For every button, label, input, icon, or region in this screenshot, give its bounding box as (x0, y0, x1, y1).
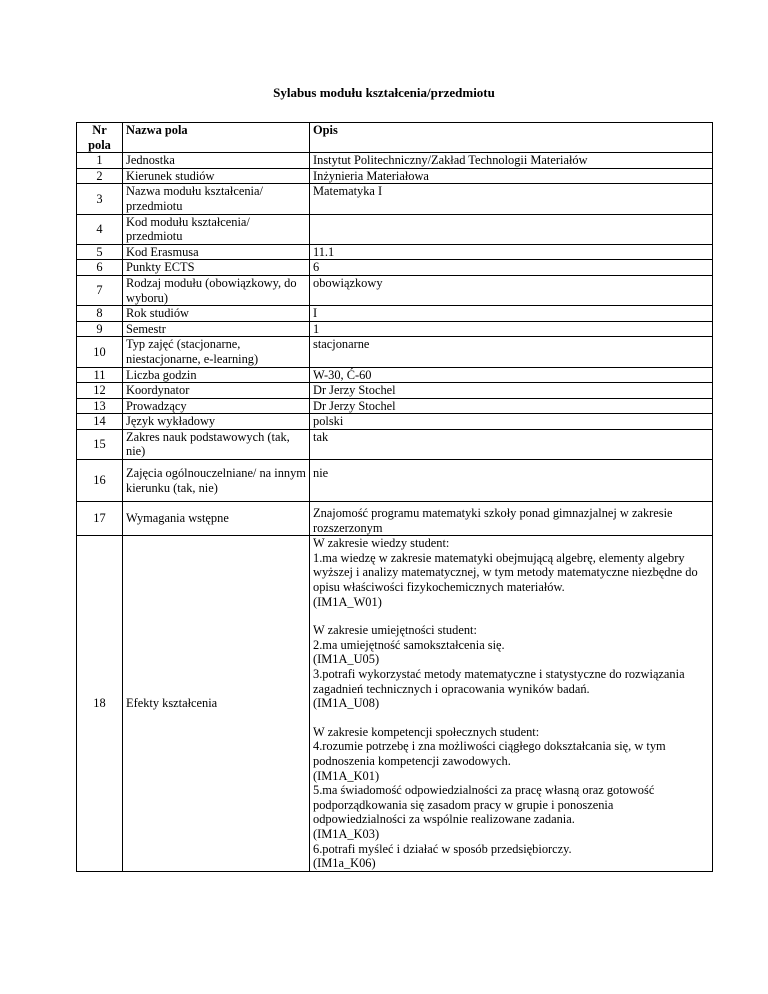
row-nr: 9 (77, 321, 123, 337)
table-row (77, 214, 713, 244)
table-row (77, 260, 713, 276)
row-desc: nie (310, 460, 713, 502)
row-desc: tak (310, 429, 713, 459)
table-row (77, 168, 713, 184)
row-name: Koordynator (123, 383, 310, 399)
row-name: Liczba godzin (123, 367, 310, 383)
row-desc: I (310, 306, 713, 322)
row-desc: W-30, Ć-60 (310, 367, 713, 383)
table-row (77, 337, 713, 367)
table-row (77, 306, 713, 322)
row-nr: 3 (77, 184, 123, 214)
table-row (77, 184, 713, 214)
table-row (77, 153, 713, 169)
row-nr: 1 (77, 153, 123, 169)
table-row (77, 414, 713, 430)
row-desc: obowiązkowy (310, 275, 713, 305)
row-desc: stacjonarne (310, 337, 713, 367)
row-desc: 1 (310, 321, 713, 337)
row-name: Kod modułu kształcenia/ przedmiotu (123, 214, 310, 244)
table-header-row (77, 123, 713, 153)
syllabus-table (76, 122, 713, 872)
row-nr: 18 (77, 536, 123, 871)
table-row (77, 398, 713, 414)
document-title: Sylabus modułu kształcenia/przedmiotu (273, 85, 495, 100)
row-nr: 4 (77, 214, 123, 244)
row-name: Kod Erasmusa (123, 244, 310, 260)
table-row (77, 460, 713, 502)
row-name: Zakres nauk podstawowych (tak, nie) (123, 429, 310, 459)
row-desc (310, 214, 713, 244)
row-nr: 14 (77, 414, 123, 430)
row-name: Wymagania wstępne (123, 502, 310, 536)
row-name: Rok studiów (123, 306, 310, 322)
row-nr: 10 (77, 337, 123, 367)
header-name: Nazwa pola (123, 123, 310, 153)
table-row (77, 429, 713, 459)
row-name: Jednostka (123, 153, 310, 169)
row-nr: 12 (77, 383, 123, 399)
row-desc: Instytut Politechniczny/Zakład Technologii Materiałów (310, 153, 713, 169)
row-desc (310, 536, 713, 871)
table-row (77, 383, 713, 399)
row-desc: Matematyka I (310, 184, 713, 214)
row-name: Kierunek studiów (123, 168, 310, 184)
header-desc: Opis (310, 123, 713, 153)
row-desc: Dr Jerzy Stochel (310, 398, 713, 414)
table-row (77, 367, 713, 383)
row-nr: 15 (77, 429, 123, 459)
row-nr: 8 (77, 306, 123, 322)
learning-outcomes-knowledge: W zakresie wiedzy student: 1.ma wiedzę w zakresie matematyki obejmującą algebrę, elementy algebry wyższej i analizy matematycznej, w tym metody matematyczne niezbędne do opisu właściwości fizykochemicznych materiałów. (IM1A_W01) (313, 536, 698, 609)
table-row (77, 321, 713, 337)
row-desc: Dr Jerzy Stochel (310, 383, 713, 399)
table-row (77, 244, 713, 260)
row-name: Rodzaj modułu (obowiązkowy, do wyboru) (123, 275, 310, 305)
row-desc: Inżynieria Materiałowa (310, 168, 713, 184)
row-name: Semestr (123, 321, 310, 337)
row-name: Typ zajęć (stacjonarne, niestacjonarne, e-learning) (123, 337, 310, 367)
row-name: Punkty ECTS (123, 260, 310, 276)
table-row (77, 502, 713, 536)
row-desc: 11.1 (310, 244, 713, 260)
row-name: Zajęcia ogólnouczelniane/ na innym kierunku (tak, nie) (123, 460, 310, 502)
learning-outcomes-social-competences: W zakresie kompetencji społecznych student: 4.rozumie potrzebę i zna możliwości ciągłego dokształcania się, w tym podnoszenia kompetencji zawodowych. (IM1A_K01) 5.ma świadomość odpowiedzialności za pracę własną oraz gotowość podporządkowania się zasadom pracy w grupie i ponoszenia odpowiedzialności za wspólnie realizowane zadania. (IM1A_K03) 6.potrafi myśleć i działać w sposób przedsiębiorczy. (IM1a_K06) (313, 724, 666, 871)
row-name: Prowadzący (123, 398, 310, 414)
row-nr: 2 (77, 168, 123, 184)
row-nr: 5 (77, 244, 123, 260)
row-desc: Znajomość programu matematyki szkoły ponad gimnazjalnej w zakresie rozszerzonym (310, 502, 713, 536)
header-nr: Nr pola (77, 123, 123, 153)
row-nr: 6 (77, 260, 123, 276)
row-nr: 13 (77, 398, 123, 414)
row-desc: 6 (310, 260, 713, 276)
row-name: Efekty kształcenia (123, 536, 310, 871)
row-nr: 11 (77, 367, 123, 383)
row-name: Nazwa modułu kształcenia/ przedmiotu (123, 184, 310, 214)
table-row (77, 536, 713, 871)
row-nr: 16 (77, 460, 123, 502)
table-row (77, 275, 713, 305)
row-name: Język wykładowy (123, 414, 310, 430)
row-nr: 17 (77, 502, 123, 536)
row-nr: 7 (77, 275, 123, 305)
row-desc: polski (310, 414, 713, 430)
learning-outcomes-skills: W zakresie umiejętności student: 2.ma umiejętność samokształcenia się. (IM1A_U05) 3.potrafi wykorzystać metody matematyczne i statystyczne do rozwiązania zagadnień technicznych i opracowania wyników badań. (IM1A_U08) (313, 623, 685, 711)
